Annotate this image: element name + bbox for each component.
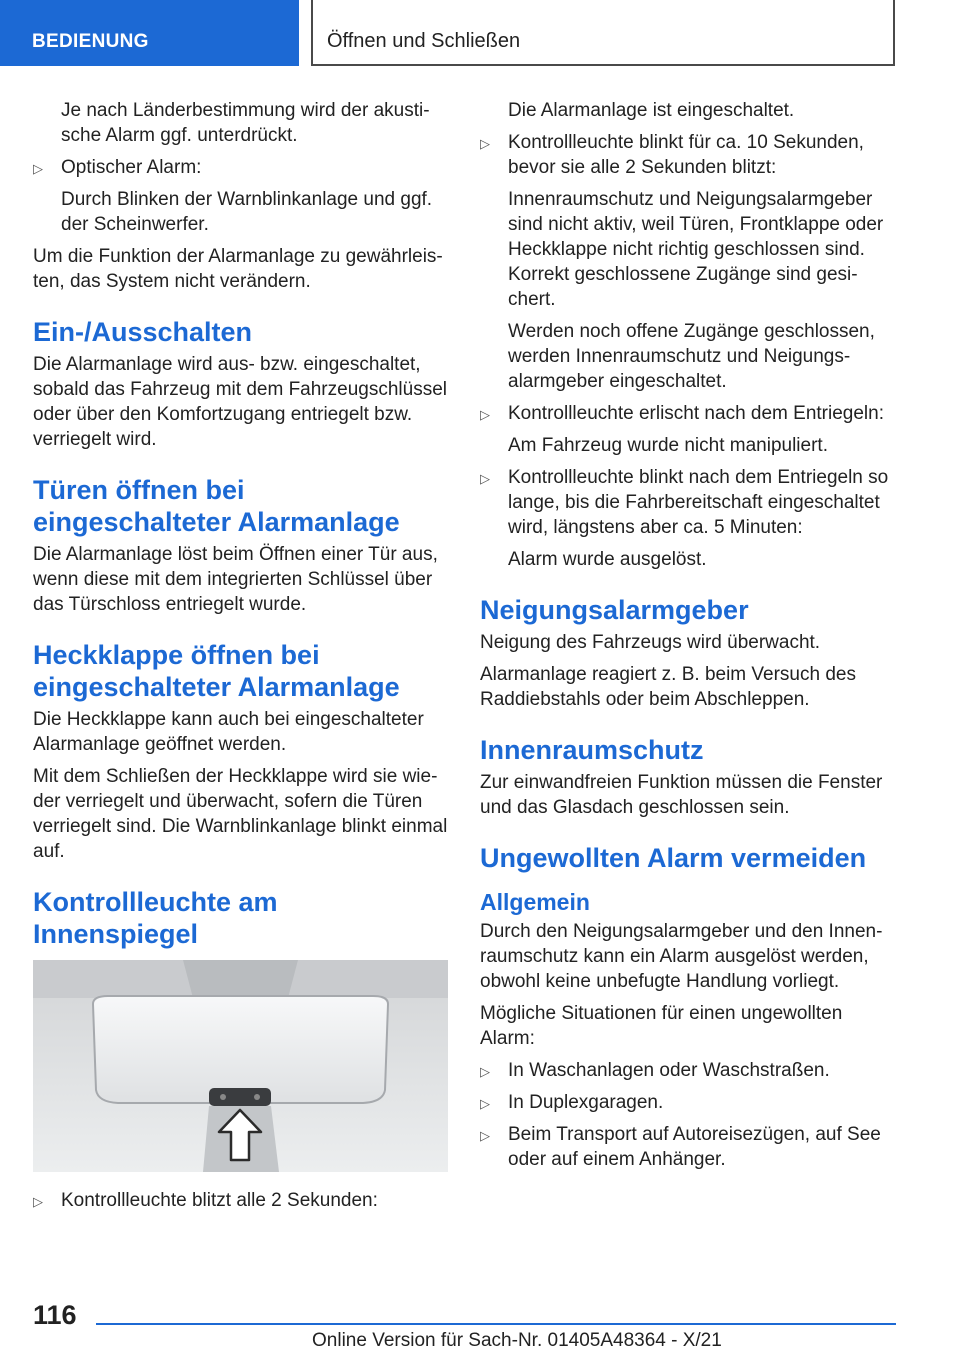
heading-ungewollten-alarm: Ungewollten Alarm vermeiden xyxy=(480,843,867,873)
left-column xyxy=(33,98,448,1220)
heading-heckklappe-oeffnen: Heckklappe öffnen bei eingeschalteter Alarmanlage xyxy=(33,640,400,702)
list-item xyxy=(33,1188,448,1213)
paragraph: Um die Funktion der Alarmanlage zu gewährleis-ten, das System nicht verändern. xyxy=(33,246,443,292)
heading-neigungsalarmgeber: Neigungsalarmgeber xyxy=(480,595,749,625)
list-item xyxy=(480,1090,895,1115)
list-item xyxy=(480,1058,895,1083)
heading-tueren-oeffnen: Türen öffnen bei eingeschalteter Alarmanlage xyxy=(33,475,400,537)
list-item xyxy=(480,465,895,572)
paragraph: Durch den Neigungsalarmgeber und den Innen-raumschutz kann ein Alarm ausgelöst werden, obwohl keine unbefugte Handlung vorliegt. xyxy=(480,921,883,992)
paragraph: Die Alarmanlage ist eingeschaltet. xyxy=(508,100,795,121)
bullet-triangle-icon: ▷ xyxy=(33,1194,43,1209)
paragraph: Alarmanlage reagiert z. B. beim Versuch des Raddiebstahls oder beim Abschleppen. xyxy=(480,664,856,710)
heading-kontrollleuchte: Kontrollleuchte am Innenspiegel xyxy=(33,887,278,949)
bullet-triangle-icon: ▷ xyxy=(480,1096,490,1111)
bullet-title: Kontrollleuchte erlischt nach dem Entriegeln: xyxy=(508,403,884,424)
chapter-box xyxy=(311,0,895,66)
bullet-title: In Waschanlagen oder Waschstraßen. xyxy=(508,1060,830,1081)
list-item xyxy=(480,401,895,458)
footer-version-text: Online Version für Sach-Nr. 01405A48364 - X/21 xyxy=(312,1330,722,1351)
page-number: 116 xyxy=(33,1300,77,1330)
paragraph: Je nach Länderbestimmung wird der akusti-sche Alarm ggf. unterdrückt. xyxy=(61,100,430,146)
list-item xyxy=(480,130,895,394)
bullet-triangle-icon: ▷ xyxy=(480,471,490,486)
page-header xyxy=(0,0,960,66)
paragraph: Mögliche Situationen für einen ungewollten Alarm: xyxy=(480,1003,843,1049)
bullet-title: Kontrollleuchte blinkt für ca. 10 Sekunden, bevor sie alle 2 Sekunden blitzt: xyxy=(508,132,864,178)
bullet-triangle-icon: ▷ xyxy=(480,407,490,422)
bullet-text: Durch Blinken der Warnblinkanlage und ggf. der Scheinwerfer. xyxy=(61,189,433,235)
chapter-title: Öffnen und Schließen xyxy=(327,30,521,52)
bullet-title: Optischer Alarm: xyxy=(61,157,202,178)
paragraph: Neigung des Fahrzeugs wird überwacht. xyxy=(480,632,821,653)
section-tab xyxy=(0,0,299,66)
paragraph: Die Alarmanlage wird aus- bzw. eingeschaltet, sobald das Fahrzeug mit dem Fahrzeugschlüssel oder über den Komfortzugang entriegelt bzw. verriegelt wird. xyxy=(33,354,447,450)
right-column xyxy=(480,98,895,1179)
footer-divider xyxy=(96,1323,896,1325)
bullet-text: Am Fahrzeug wurde nicht manipuliert. xyxy=(508,435,828,456)
bullet-triangle-icon: ▷ xyxy=(33,161,43,176)
paragraph: Die Alarmanlage löst beim Öffnen einer Tür aus, wenn diese mit dem integrierten Schlüssel über das Türschloss entriegelt wurde. xyxy=(33,544,438,615)
bullet-triangle-icon: ▷ xyxy=(480,1128,490,1143)
paragraph: Die Heckklappe kann auch bei eingeschalteter Alarmanlage geöffnet werden. xyxy=(33,709,424,755)
bullet-title: In Duplexgaragen. xyxy=(508,1092,664,1113)
bullet-text: Werden noch offene Zugänge geschlossen, werden Innenraumschutz und Neigungs-alarmgeber eingeschaltet. xyxy=(508,321,875,392)
mirror-illustration xyxy=(33,960,448,1172)
subheading-allgemein: Allgemein xyxy=(480,889,590,915)
paragraph: Zur einwandfreien Funktion müssen die Fenster und das Glasdach geschlossen sein. xyxy=(480,772,883,818)
list-item xyxy=(480,1122,895,1172)
bullet-title: Beim Transport auf Autoreisezügen, auf See oder auf einem Anhänger. xyxy=(508,1124,881,1170)
heading-innenraumschutz: Innenraumschutz xyxy=(480,735,704,765)
section-title: BEDIENUNG xyxy=(32,31,149,52)
bullet-triangle-icon: ▷ xyxy=(480,136,490,151)
list-item xyxy=(33,155,448,237)
bullet-title: Kontrollleuchte blinkt nach dem Entriegeln so lange, bis die Fahrbereitschaft eingeschaltet wird, längstens aber ca. 5 Minuten: xyxy=(508,467,889,538)
bullet-title: Kontrollleuchte blitzt alle 2 Sekunden: xyxy=(61,1190,378,1211)
bullet-triangle-icon: ▷ xyxy=(480,1064,490,1079)
bullet-text: Innenraumschutz und Neigungsalarmgeber sind nicht aktiv, weil Türen, Frontklappe oder Heckklappe nicht richtig geschlossen sind. Korrekt geschlossene Zugänge sind gesi-chert. xyxy=(508,189,884,310)
heading-ein-ausschalten: Ein-/Ausschalten xyxy=(33,317,253,347)
paragraph: Mit dem Schließen der Heckklappe wird sie wie-der verriegelt und überwacht, sofern die Türen verriegelt sind. Die Warnblinkanlage blinkt einmal auf. xyxy=(33,766,448,862)
bullet-text: Alarm wurde ausgelöst. xyxy=(508,549,707,570)
